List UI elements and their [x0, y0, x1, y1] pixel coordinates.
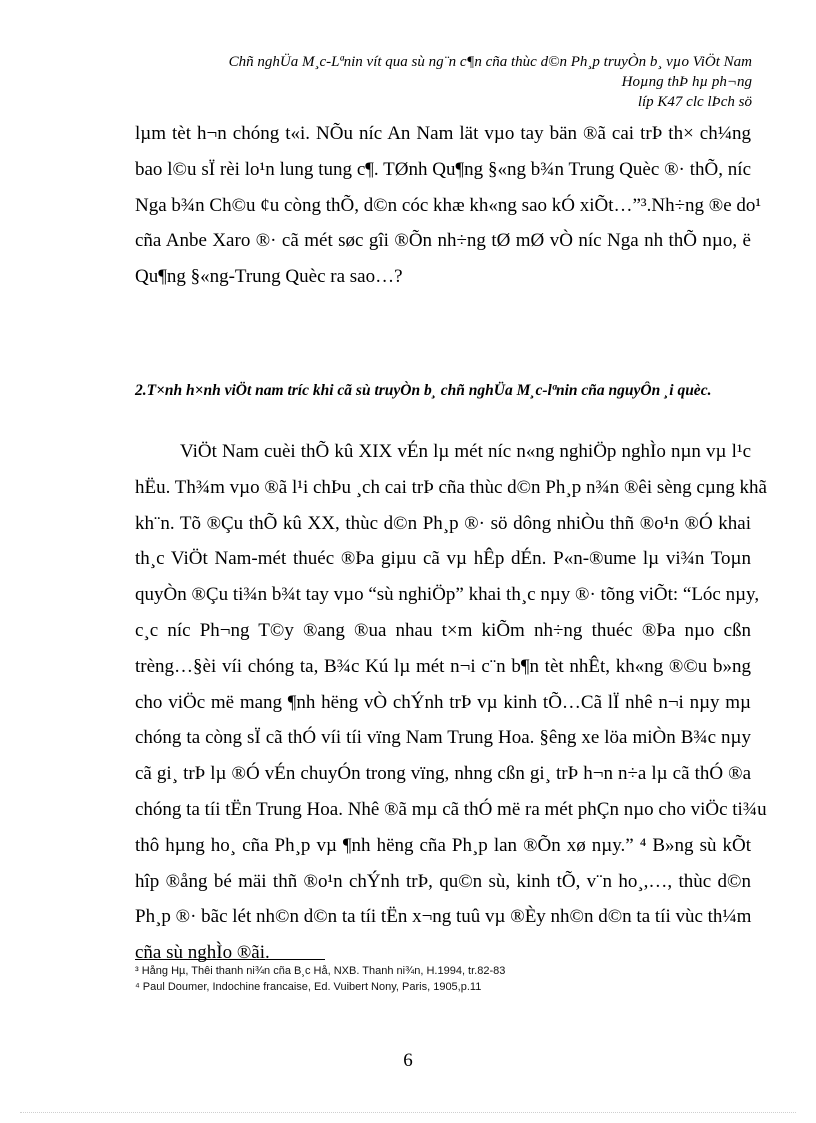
- footnote-4: ⁴ Paul Doumer, Indochine francaise, Ed. Vuibert Nony, Paris, 1905,p.11: [135, 981, 482, 993]
- page-number: 6: [403, 1050, 413, 1071]
- footnote-3: ³ Hång Hµ, Thêi thanh ni¾n cña B¸c Hå, NXB. Thanh ni¾n, H.1994, tr.82-83: [135, 965, 506, 977]
- text-line: cña sù nghÌo ®ãi.: [135, 942, 270, 964]
- header-title: Chñ nghÜa M¸c-Lªnin vít qua sù ng¨n c¶n cña thùc d©n Ph¸p truyÒn b¸ vµo ViÖt Nam: [228, 54, 752, 70]
- running-header: [229, 52, 752, 112]
- text-line: ViÖt Nam cuèi thÕ kû XIX vÉn lµ mét níc n«ng nghiÖp nghÌo nµn vµ l¹c: [180, 441, 751, 462]
- footnotes: [135, 963, 505, 995]
- section-heading: 2.T×nh h×nh viÖt nam tríc khi cã sù truyÒn b¸ chñ nghÜa M¸c-lªnin cña nguyÔn ¸i quèc.: [135, 382, 712, 399]
- text-line: trèng…§èi víi chóng ta, B¾c Kú lµ mét n¬i c¨n b¶n tèt nhÊt, kh«ng ®©u b»ng: [135, 655, 751, 677]
- body-paragraph: [135, 434, 767, 971]
- text-line: bao l©u sÏ rèi lo¹n lung tung c¶. TØnh Qu¶ng §«ng b¾n Trung Quèc ®· thÕ, níc: [135, 158, 751, 180]
- text-line: hîp ®ång bé mäi thñ ®o¹n chÝnh trÞ, qu©n sù, kinh tÕ, v¨n ho¸,…, thùc d©n: [135, 870, 751, 892]
- text-line: hËu. Th¾m vµo ®ã l¹i chÞu ¸ch cai trÞ cña thùc d©n Ph¸p n¾n ®êi sèng cµng khã: [135, 476, 767, 498]
- text-line: chóng ta tíi tËn Trung Hoa. Nhê ®ã mµ cã thÓ më ra mét phÇn nµo cho viÖc ti¾u: [135, 798, 767, 820]
- text-line: cã gi¸ trÞ lµ ®Ó vÉn chuyÓn trong vïng, nhng cßn gi¸ trÞ h¬n n÷a lµ cã thÓ ®a: [135, 763, 751, 785]
- text-line: Ph¸p ®· bãc lét nh©n d©n ta tíi tËn x¬ng tuû vµ ®Èy nh©n d©n ta tíi vùc th¼m: [135, 906, 752, 928]
- text-line: cña Anbe Xaro ®· cã mét søc gîi ®Õn nh÷ng tØ mØ vÒ níc Nga nh thÕ nµo, ë: [135, 230, 751, 252]
- text-line: Qu¶ng §«ng-Trung Quèc ra sao…?: [135, 266, 403, 288]
- text-line: kh¨n. Tõ ®Çu thÕ kû XX, thùc d©n Ph¸p ®· sö dông nhiÒu thñ ®o¹n ®Ó khai: [135, 512, 751, 534]
- header-class: líp K47 clc lÞch sö: [637, 94, 752, 110]
- text-line: thô hµng ho¸ cña Ph¸p vµ ¶nh hëng cña Ph¸p lan ®Õn xø nµy.” ⁴ B»ng sù kÕt: [135, 834, 751, 856]
- text-line: lµm tèt h¬n chóng t«i. NÕu níc An Nam lät vµo tay bän ®ã cai trÞ th× ch¼ng: [135, 123, 751, 144]
- text-line: c¸c níc Ph¬ng T©y ®ang ®ua nhau t×m kiÕm nh÷ng thuéc ®Þa nµo cßn: [135, 619, 751, 641]
- text-line: cho viÖc më mang ¶nh hëng vÒ chÝnh trÞ vµ kinh tÕ…Cã lÏ nhê n¬i nµy mµ: [135, 691, 751, 713]
- intro-paragraph: [135, 116, 762, 295]
- text-line: Nga b¾n Ch©u ¢u còng thÕ, d©n cóc khæ kh«ng sao kÓ xiÕt…”³.Nh÷ng ®e do¹: [135, 194, 762, 216]
- page-break-divider: [20, 1112, 796, 1113]
- text-line: chóng ta còng sÏ cã thÓ víi tíi vïng Nam Trung Hoa. §êng xe löa miÒn B¾c nµy: [135, 727, 751, 749]
- footnote-separator: [135, 959, 325, 960]
- text-line: quyÒn ®Çu ti¾n b¾t tay vµo “sù nghiÖp” khai th¸c nµy ®· tõng viÕt: “Lóc nµy,: [135, 584, 760, 606]
- header-author: Hoµng thÞ hµ ph¬ng: [621, 74, 752, 90]
- text-line: th¸c ViÖt Nam-mét thuéc ®Þa giµu cã vµ hÊp dÉn. P«n-®ume lµ vi¾n Toµn: [135, 548, 751, 570]
